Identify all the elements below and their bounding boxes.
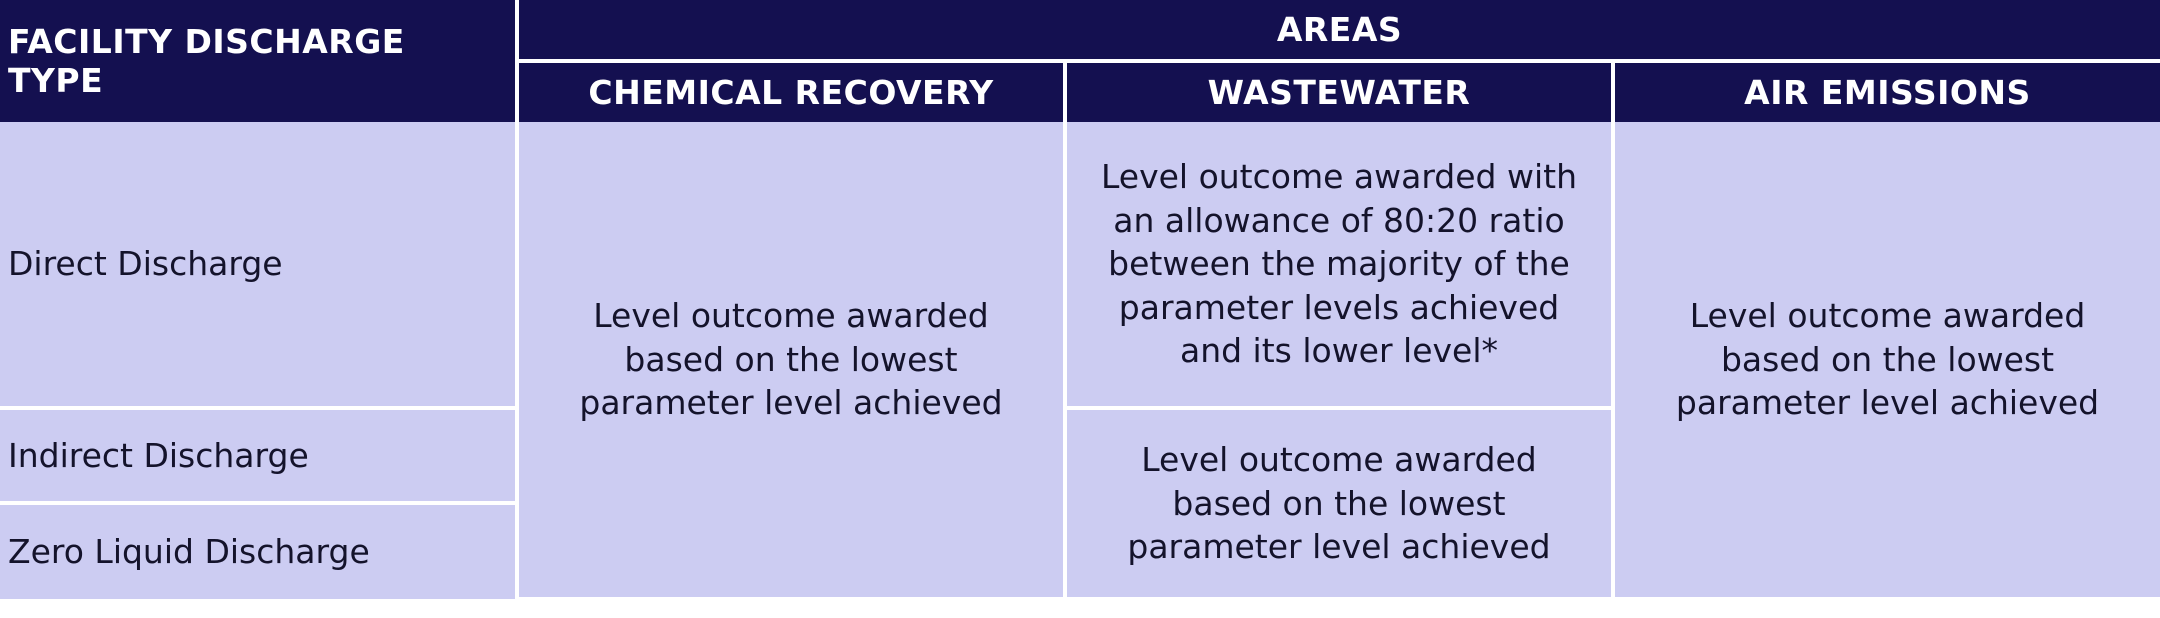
cell-wastewater-indirect-and-zero: Level outcome awarded based on the lowest parameter level achieved [1065, 408, 1613, 599]
header-facility-discharge-type: FACILITY DISCHARGE TYPE [0, 0, 517, 122]
table-row [0, 122, 2160, 408]
cell-air-emissions-all: Level outcome awarded based on the lowest parameter level achieved [1613, 122, 2160, 599]
table-body [0, 122, 2160, 599]
header-row-group [0, 0, 2160, 61]
row-label-zero-liquid-discharge: Zero Liquid Discharge [0, 503, 517, 599]
header-wastewater: WASTEWATER [1065, 61, 1613, 122]
header-areas: AREAS [517, 0, 2160, 61]
row-label-indirect-discharge: Indirect Discharge [0, 408, 517, 503]
cell-chemical-recovery-all: Level outcome awarded based on the lowest parameter level achieved [517, 122, 1065, 599]
table-header [0, 0, 2160, 122]
cell-wastewater-direct-discharge: Level outcome awarded with an allowance of 80:20 ratio between the majority of the parameter levels achieved and its lower level* [1065, 122, 1613, 408]
header-chemical-recovery: CHEMICAL RECOVERY [517, 61, 1065, 122]
header-air-emissions: AIR EMISSIONS [1613, 61, 2160, 122]
row-label-direct-discharge: Direct Discharge [0, 122, 517, 408]
